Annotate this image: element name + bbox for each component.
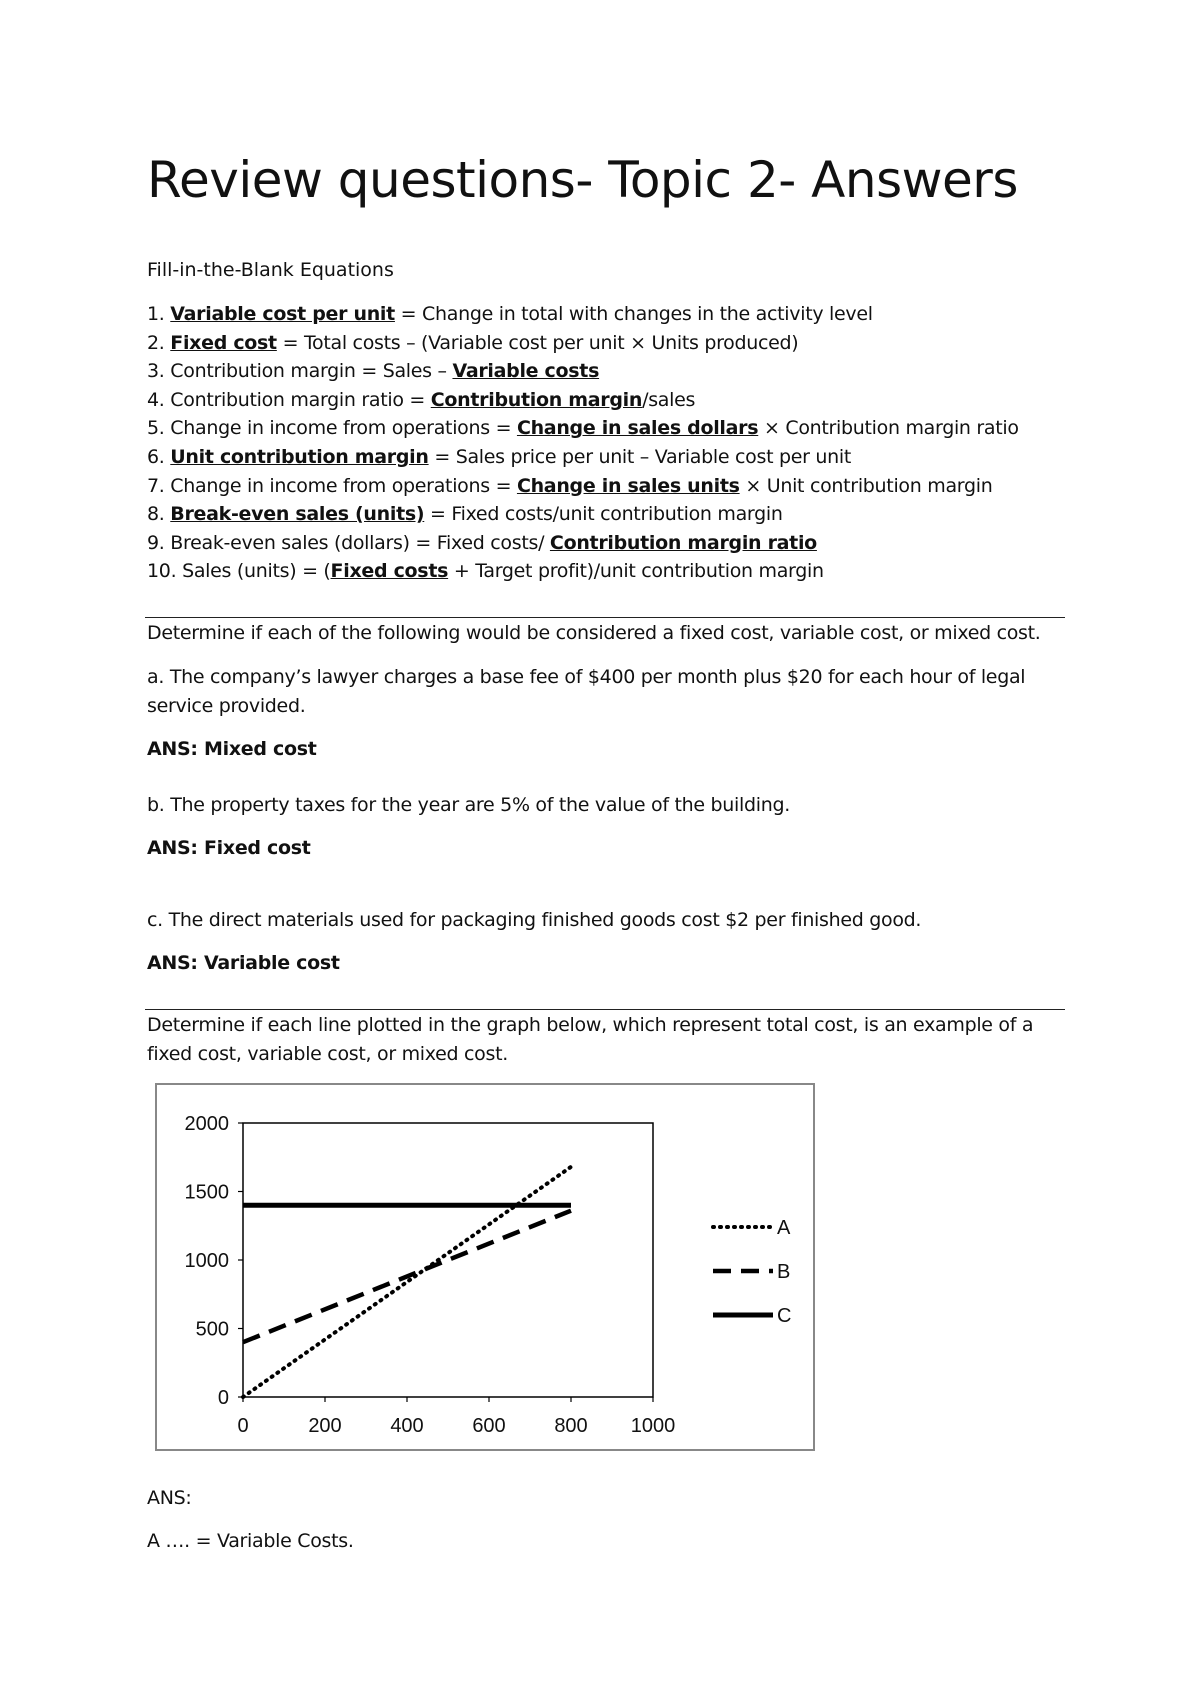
equation-item [147,472,1047,501]
page-title: Review questions- Topic 2- Answers [147,151,1018,209]
equation-text: /sales [642,388,696,411]
series-line-b [243,1211,571,1343]
equation-answer: Break-even sales (units) [170,503,425,526]
equation-answer: Fixed costs [330,560,449,583]
equation-answer: Change in sales units [516,474,740,497]
answer-c: ANS: Variable cost [147,952,340,974]
equation-number: 5. [147,417,165,440]
equation-item [147,443,1047,472]
classify-prompt: Determine if each of the following would be considered a fixed cost, variable cost, or mixed cost. [147,622,1041,644]
x-tick-label: 1000 [630,1415,676,1437]
x-tick-label: 800 [554,1415,588,1437]
equation-number: 7. [147,474,165,497]
equation-text: = Sales price per unit – Variable cost per unit [428,445,851,468]
equation-number: 1. [147,303,165,325]
question-c: c. The direct materials used for packaging finished goods cost $2 per finished good. [147,909,922,931]
equation-text: + Target profit)/unit contribution margin [448,560,824,583]
legend-label-b: B [777,1261,791,1283]
graph-answer-a: A …. = Variable Costs. [147,1530,354,1552]
equation-item [147,500,1047,529]
cost-chart-svg [157,1085,813,1449]
equation-number: 8. [147,503,165,526]
section-divider [145,1009,1065,1010]
equation-number: 6. [147,445,165,468]
y-tick-label: 500 [195,1318,229,1341]
equation-item [147,329,1047,358]
y-tick-label: 1000 [184,1250,229,1272]
section-divider [145,617,1065,618]
equation-answer: Variable costs [452,360,600,383]
equation-number: 4. [147,388,165,411]
series-line-a [243,1167,571,1397]
equation-item [147,414,1047,443]
equation-number: 9. [147,531,165,554]
equation-answer: Fixed cost [170,331,277,354]
equation-text: Change in income from operations = [170,417,517,440]
equation-text: = Total costs – (Variable cost per unit × Units produced) [276,331,799,354]
equation-text: = Fixed costs/unit contribution margin [424,503,783,526]
y-tick-label: 0 [217,1387,229,1409]
x-tick-label: 0 [237,1415,249,1437]
equation-answer: Contribution margin [430,388,643,411]
equation-answer: Change in sales dollars [516,417,759,440]
equation-text: Contribution margin ratio = [170,388,431,411]
question-b: b. The property taxes for the year are 5% of the value of the building. [147,794,790,816]
equation-text: Contribution margin = Sales – [170,360,453,383]
equation-item [147,357,1047,386]
question-a: a. The company’s lawyer charges a base fee of $400 per month plus $20 for each hour of legal service provided. [147,666,1026,717]
equation-number: 10. [147,560,177,583]
equation-answer: Variable cost per unit [170,303,395,325]
y-tick-label: 1500 [184,1181,229,1204]
legend-label-c: C [777,1305,792,1327]
plot-area [243,1123,653,1397]
equation-text: Change in income from operations = [170,474,517,497]
equation-answer: Contribution margin ratio [549,531,817,554]
fill-in-heading: Fill-in-the-Blank Equations [147,259,394,281]
equation-text: = Change in total with changes in the activity level [394,303,873,325]
equation-item [147,557,1047,586]
cost-chart [155,1083,815,1451]
equation-item [147,386,1047,415]
equation-item [147,300,1047,329]
equation-number: 2. [147,331,165,354]
equation-list [147,300,1047,586]
answer-b: ANS: Fixed cost [147,837,311,859]
equation-text: Sales (units) = ( [182,560,331,583]
graph-answer-label: ANS: [147,1487,192,1509]
y-tick-label: 2000 [184,1113,229,1135]
equation-text: × Unit contribution margin [739,474,993,497]
equation-text: Break-even sales (dollars) = Fixed costs/ [170,531,550,554]
legend-label-a: A [777,1217,791,1239]
equation-answer: Unit contribution margin [170,445,429,468]
equation-item [147,529,1047,558]
x-tick-label: 400 [390,1415,424,1437]
answer-a: ANS: Mixed cost [147,738,317,760]
equation-number: 3. [147,360,165,383]
graph-prompt: Determine if each line plotted in the graph below, which represent total cost, is an example of a fixed cost, variable cost, or mixed cost. [147,1014,1034,1065]
x-tick-label: 600 [472,1415,506,1437]
equation-text: × Contribution margin ratio [758,417,1019,440]
x-tick-label: 200 [308,1415,342,1437]
